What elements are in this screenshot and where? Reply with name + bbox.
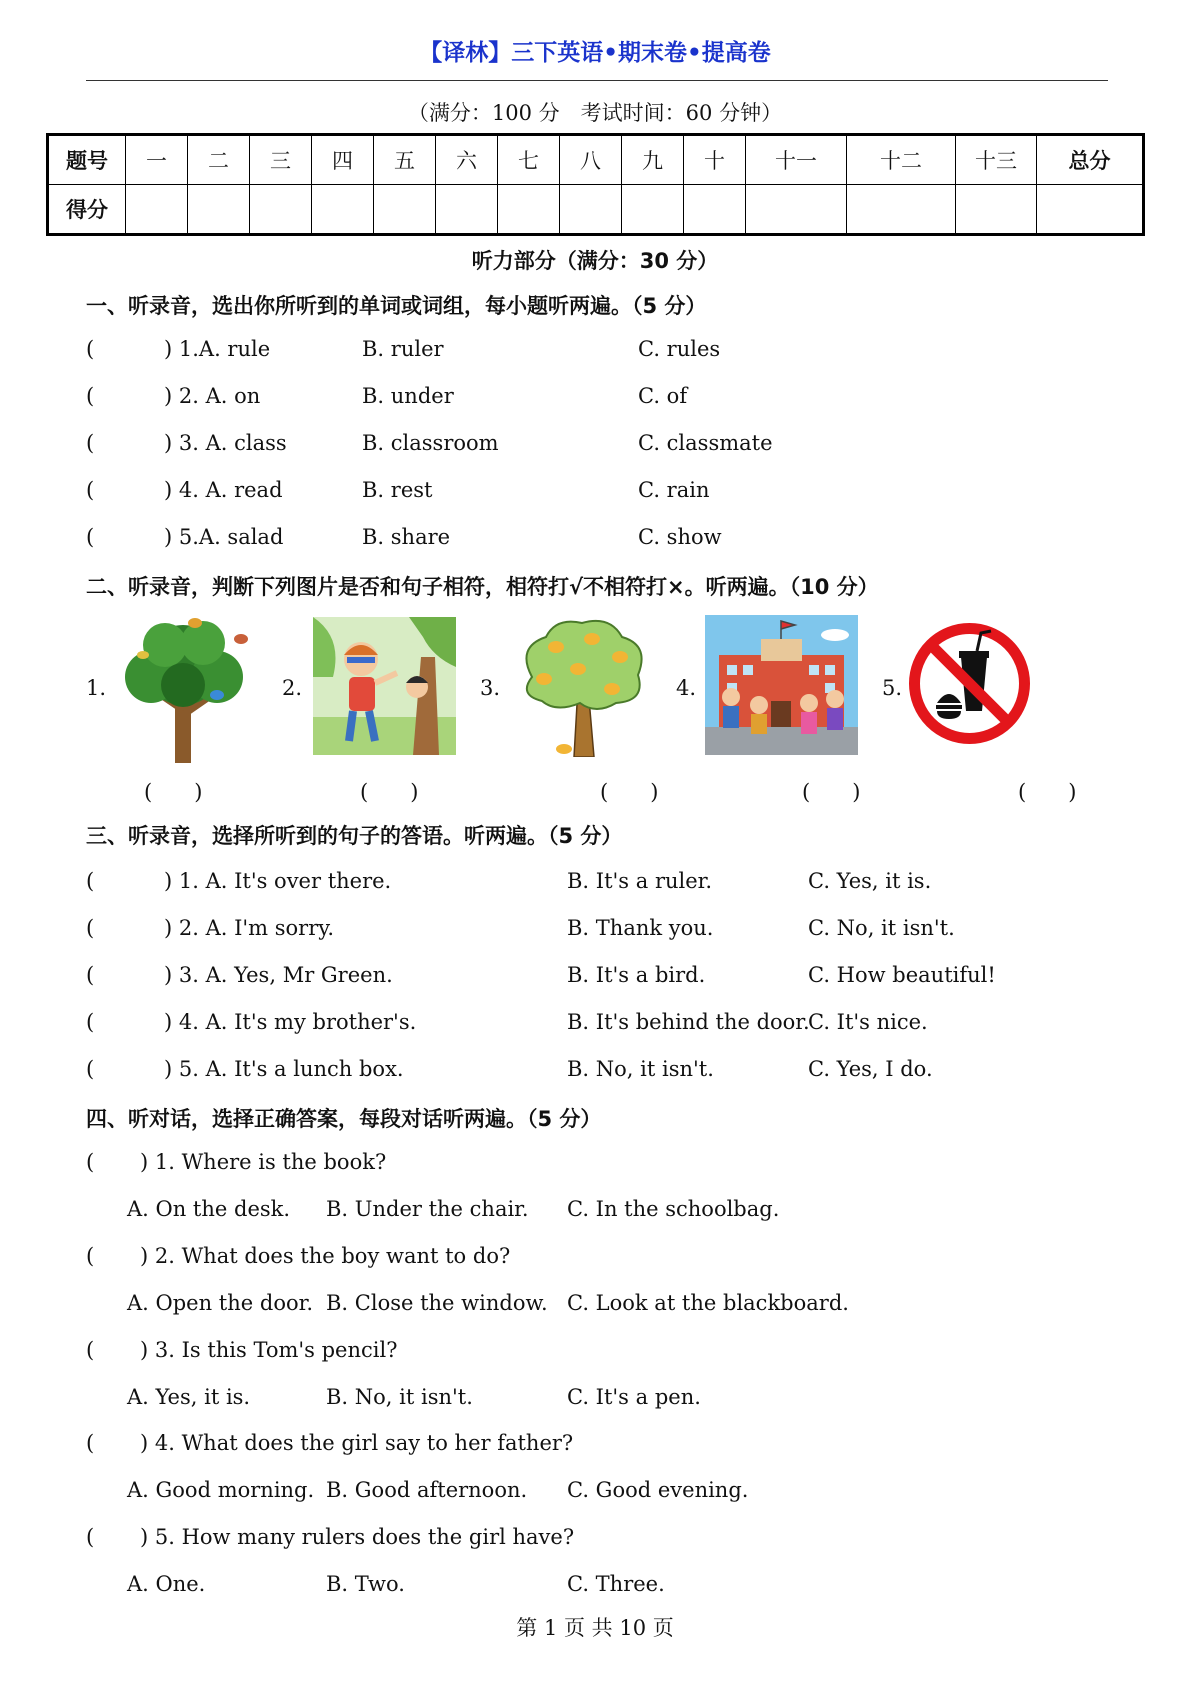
page-footer: 第 1 页 共 10 页 — [516, 1616, 674, 1640]
question-stem: ) 2. A. I'm sorry. — [164, 916, 334, 940]
answer-blank-open[interactable]: ( — [86, 431, 95, 455]
question-stem: ) 1.A. rule — [164, 337, 271, 361]
mango-tree-icon — [516, 617, 650, 757]
answer-blank-open[interactable]: ( — [86, 384, 95, 408]
score-entry-cell[interactable] — [498, 185, 560, 235]
option-c: C. rules — [638, 337, 721, 361]
page-title: 【译林】三下英语•期末卷•提高卷 — [419, 40, 771, 66]
score-entry-cell[interactable] — [684, 185, 746, 235]
score-table-cell: 总分 — [1037, 135, 1144, 185]
option-c: C. How beautiful! — [808, 963, 996, 987]
score-table-cell: 十三 — [956, 135, 1037, 185]
option-c: C. rain — [638, 478, 710, 502]
picture-number: 4. — [676, 676, 697, 700]
score-entry-cell[interactable] — [312, 185, 374, 235]
picture-number: 2. — [282, 676, 303, 700]
option-c: C. Good evening. — [567, 1478, 749, 1502]
answer-blank[interactable]: ( ) — [1018, 780, 1077, 804]
question-text: ) 1. Where is the book? — [140, 1150, 387, 1174]
answer-blank-open[interactable]: ( — [86, 1244, 95, 1268]
score-table-cell: 五 — [374, 135, 436, 185]
answer-blank-open[interactable]: ( — [86, 1057, 95, 1081]
question-stem: ) 3. A. Yes, Mr Green. — [164, 963, 393, 987]
option-b: B. classroom — [362, 431, 499, 455]
answer-blank[interactable]: ( ) — [802, 780, 861, 804]
score-entry-cell[interactable] — [250, 185, 312, 235]
score-entry-cell[interactable] — [374, 185, 436, 235]
score-label-cell: 得分 — [48, 185, 126, 235]
score-table-cell: 一 — [126, 135, 188, 185]
question-stem: ) 1. A. It's over there. — [164, 869, 392, 893]
no-eating-drinking-sign-icon — [907, 621, 1032, 746]
score-table-score-row — [48, 185, 1144, 235]
part4-heading: 四、听对话，选择正确答案，每段对话听两遍。（5 分） — [86, 1107, 602, 1131]
option-c: C. Three. — [567, 1572, 665, 1596]
answer-blank-open[interactable]: ( — [86, 1525, 95, 1549]
school-children-icon — [705, 615, 858, 755]
score-entry-cell[interactable] — [847, 185, 956, 235]
option-c: C. Look at the blackboard. — [567, 1291, 849, 1315]
option-a: A. Open the door. — [127, 1291, 314, 1315]
answer-blank-open[interactable]: ( — [86, 916, 95, 940]
option-b: B. ruler — [362, 337, 444, 361]
score-entry-cell[interactable] — [956, 185, 1037, 235]
answer-blank-open[interactable]: ( — [86, 525, 95, 549]
answer-blank[interactable]: ( ) — [360, 780, 419, 804]
answer-blank-open[interactable]: ( — [86, 337, 95, 361]
answer-blank-open[interactable]: ( — [86, 869, 95, 893]
option-a: A. One. — [127, 1572, 206, 1596]
answer-blank-open[interactable]: ( — [86, 963, 95, 987]
picture-number: 5. — [882, 676, 903, 700]
score-entry-cell[interactable] — [746, 185, 847, 235]
option-a: A. Good morning. — [127, 1478, 315, 1502]
option-b: B. It's behind the door. — [567, 1010, 810, 1034]
question-stem: ) 5. A. It's a lunch box. — [164, 1057, 404, 1081]
score-table-cell: 十 — [684, 135, 746, 185]
score-table-cell: 四 — [312, 135, 374, 185]
option-b: B. No, it isn't. — [326, 1385, 473, 1409]
picture-number: 3. — [480, 676, 501, 700]
question-stem: ) 4. A. It's my brother's. — [164, 1010, 417, 1034]
question-text: ) 2. What does the boy want to do? — [140, 1244, 511, 1268]
option-a: A. On the desk. — [127, 1197, 291, 1221]
score-entry-cell[interactable] — [126, 185, 188, 235]
tree-with-birds-icon — [113, 615, 253, 765]
exam-info: （满分：100 分 考试时间：60 分钟） — [407, 101, 783, 125]
option-b: B. It's a ruler. — [567, 869, 713, 893]
answer-blank[interactable]: ( ) — [144, 780, 203, 804]
answer-blank-open[interactable]: ( — [86, 1338, 95, 1362]
question-stem: ) 2. A. on — [164, 384, 261, 408]
question-text: ) 4. What does the girl say to her father? — [140, 1431, 574, 1455]
title-divider — [86, 80, 1108, 81]
option-a: A. Yes, it is. — [127, 1385, 251, 1409]
score-table-cell: 二 — [188, 135, 250, 185]
question-text: ) 5. How many rulers does the girl have? — [140, 1525, 575, 1549]
option-b: B. It's a bird. — [567, 963, 706, 987]
part3-heading: 三、听录音，选择所听到的句子的答语。听两遍。（5 分） — [86, 824, 623, 848]
option-b: B. No, it isn't. — [567, 1057, 714, 1081]
score-entry-cell[interactable] — [560, 185, 622, 235]
score-table-cell: 十一 — [746, 135, 847, 185]
option-c: C. It's a pen. — [567, 1385, 701, 1409]
part1-heading: 一、听录音，选出你所听到的单词或词组，每小题听两遍。（5 分） — [86, 294, 707, 318]
score-table-cell: 十二 — [847, 135, 956, 185]
option-b: B. Two. — [326, 1572, 405, 1596]
option-b: B. Thank you. — [567, 916, 714, 940]
question-stem: ) 5.A. salad — [164, 525, 284, 549]
option-b: B. Under the chair. — [326, 1197, 529, 1221]
option-c: C. Yes, I do. — [808, 1057, 933, 1081]
score-entry-cell[interactable] — [622, 185, 684, 235]
score-table-cell: 三 — [250, 135, 312, 185]
score-table-cell: 七 — [498, 135, 560, 185]
option-c: C. In the schoolbag. — [567, 1197, 780, 1221]
score-table — [46, 133, 1145, 236]
part2-heading: 二、听录音，判断下列图片是否和句子相符，相符打√不相符打×。听两遍。（10 分） — [86, 575, 879, 599]
listening-section-header: 听力部分（满分：30 分） — [471, 249, 719, 273]
question-stem: ) 4. A. read — [164, 478, 283, 502]
score-entry-cell[interactable] — [436, 185, 498, 235]
option-c: C. classmate — [638, 431, 773, 455]
answer-blank[interactable]: ( ) — [600, 780, 659, 804]
option-b: B. share — [362, 525, 451, 549]
option-c: C. of — [638, 384, 688, 408]
answer-blank-open[interactable]: ( — [86, 1431, 95, 1455]
answer-blank-open[interactable]: ( — [86, 1010, 95, 1034]
picture-number: 1. — [86, 676, 107, 700]
answer-blank-open[interactable]: ( — [86, 478, 95, 502]
option-c: C. No, it isn't. — [808, 916, 955, 940]
score-table-cell: 六 — [436, 135, 498, 185]
kids-hide-and-seek-icon — [313, 617, 456, 755]
option-c: C. show — [638, 525, 722, 549]
question-text: ) 3. Is this Tom's pencil? — [140, 1338, 398, 1362]
score-table-cell: 九 — [622, 135, 684, 185]
option-b: B. under — [362, 384, 454, 408]
score-table-header-row — [48, 135, 1144, 185]
option-c: C. Yes, it is. — [808, 869, 932, 893]
score-table-cell: 题号 — [48, 135, 126, 185]
option-c: C. It's nice. — [808, 1010, 928, 1034]
option-b: B. Close the window. — [326, 1291, 548, 1315]
score-entry-cell[interactable] — [1037, 185, 1144, 235]
score-entry-cell[interactable] — [188, 185, 250, 235]
answer-blank-open[interactable]: ( — [86, 1150, 95, 1174]
score-table-cell: 八 — [560, 135, 622, 185]
option-b: B. rest — [362, 478, 433, 502]
question-stem: ) 3. A. class — [164, 431, 287, 455]
option-b: B. Good afternoon. — [326, 1478, 528, 1502]
